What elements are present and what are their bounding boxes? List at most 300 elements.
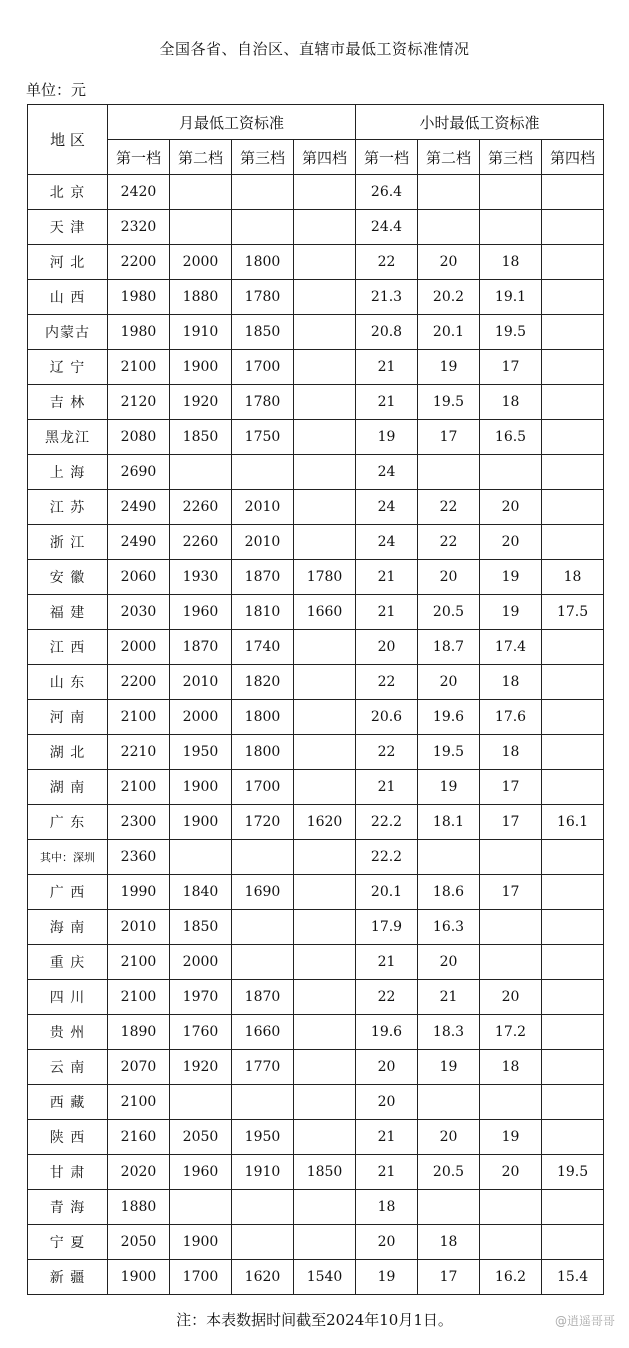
hourly-wage-cell: 18 bbox=[542, 560, 604, 595]
hourly-wage-cell: 20 bbox=[356, 1085, 418, 1120]
monthly-wage-cell: 1850 bbox=[232, 315, 294, 350]
region-cell: 海 南 bbox=[28, 910, 108, 945]
hourly-wage-cell: 17 bbox=[480, 875, 542, 910]
hourly-wage-cell: 21 bbox=[356, 350, 418, 385]
monthly-wage-cell: 1800 bbox=[232, 735, 294, 770]
monthly-wage-cell bbox=[294, 1190, 356, 1225]
monthly-wage-cell: 1740 bbox=[232, 630, 294, 665]
monthly-wage-cell: 2000 bbox=[170, 245, 232, 280]
watermark: @逍遥哥哥 bbox=[554, 1314, 615, 1328]
hourly-wage-cell: 24.4 bbox=[356, 210, 418, 245]
monthly-wage-cell: 2120 bbox=[108, 385, 170, 420]
monthly-wage-cell: 2050 bbox=[170, 1120, 232, 1155]
table-row bbox=[28, 385, 604, 420]
table-row bbox=[28, 700, 604, 735]
hourly-wage-cell: 18 bbox=[356, 1190, 418, 1225]
hourly-wage-cell: 24 bbox=[356, 525, 418, 560]
hourly-wage-cell bbox=[480, 210, 542, 245]
hourly-wage-cell: 18 bbox=[480, 665, 542, 700]
monthly-wage-cell: 1960 bbox=[170, 595, 232, 630]
monthly-wage-cell: 2000 bbox=[108, 630, 170, 665]
monthly-wage-cell bbox=[294, 525, 356, 560]
hourly-wage-cell bbox=[480, 175, 542, 210]
monthly-wage-cell: 1870 bbox=[232, 560, 294, 595]
hourly-wage-cell: 16.5 bbox=[480, 420, 542, 455]
table-row bbox=[28, 1225, 604, 1260]
monthly-wage-cell bbox=[232, 840, 294, 875]
hourly-wage-cell bbox=[542, 630, 604, 665]
hourly-wage-cell: 19.1 bbox=[480, 280, 542, 315]
region-cell: 云 南 bbox=[28, 1050, 108, 1085]
region-cell: 江 苏 bbox=[28, 490, 108, 525]
hourly-wage-cell: 16.2 bbox=[480, 1260, 542, 1295]
hourly-wage-cell: 20.1 bbox=[418, 315, 480, 350]
monthly-wage-cell: 1810 bbox=[232, 595, 294, 630]
hourly-wage-cell: 20 bbox=[418, 1120, 480, 1155]
monthly-wage-cell bbox=[294, 980, 356, 1015]
hourly-wage-cell: 20.8 bbox=[356, 315, 418, 350]
monthly-wage-cell bbox=[170, 455, 232, 490]
region-cell: 广 西 bbox=[28, 875, 108, 910]
monthly-wage-cell: 2010 bbox=[170, 665, 232, 700]
monthly-wage-cell bbox=[232, 210, 294, 245]
monthly-wage-cell: 2100 bbox=[108, 700, 170, 735]
table-row bbox=[28, 1155, 604, 1190]
hourly-wage-cell: 18.1 bbox=[418, 805, 480, 840]
hourly-wage-cell: 15.4 bbox=[542, 1260, 604, 1295]
region-cell: 上 海 bbox=[28, 455, 108, 490]
hourly-wage-cell: 21 bbox=[356, 1155, 418, 1190]
header-monthly: 月最低工资标准 bbox=[108, 105, 356, 140]
hourly-wage-cell bbox=[480, 1190, 542, 1225]
table-row bbox=[28, 490, 604, 525]
hourly-wage-cell bbox=[480, 910, 542, 945]
hourly-wage-cell: 19.5 bbox=[542, 1155, 604, 1190]
header-monthly-tier: 第四档 bbox=[294, 140, 356, 175]
table-row bbox=[28, 315, 604, 350]
hourly-wage-cell: 17 bbox=[480, 770, 542, 805]
monthly-wage-cell: 1900 bbox=[170, 1225, 232, 1260]
monthly-wage-cell: 1780 bbox=[232, 385, 294, 420]
region-cell: 宁 夏 bbox=[28, 1225, 108, 1260]
hourly-wage-cell: 19 bbox=[480, 1120, 542, 1155]
monthly-wage-cell bbox=[170, 840, 232, 875]
hourly-wage-cell bbox=[542, 910, 604, 945]
region-cell: 西 藏 bbox=[28, 1085, 108, 1120]
hourly-wage-cell bbox=[542, 1225, 604, 1260]
hourly-wage-cell: 19.5 bbox=[480, 315, 542, 350]
monthly-wage-cell: 1620 bbox=[294, 805, 356, 840]
table-row bbox=[28, 455, 604, 490]
hourly-wage-cell bbox=[542, 315, 604, 350]
table-row bbox=[28, 665, 604, 700]
table-row bbox=[28, 980, 604, 1015]
monthly-wage-cell: 2100 bbox=[108, 1085, 170, 1120]
hourly-wage-cell bbox=[542, 455, 604, 490]
monthly-wage-cell: 2060 bbox=[108, 560, 170, 595]
hourly-wage-cell: 18 bbox=[480, 385, 542, 420]
monthly-wage-cell: 2690 bbox=[108, 455, 170, 490]
table-row bbox=[28, 1120, 604, 1155]
table-row bbox=[28, 770, 604, 805]
table-row bbox=[28, 630, 604, 665]
monthly-wage-cell: 1750 bbox=[232, 420, 294, 455]
monthly-wage-cell: 2420 bbox=[108, 175, 170, 210]
header-hourly: 小时最低工资标准 bbox=[356, 105, 604, 140]
monthly-wage-cell: 1980 bbox=[108, 315, 170, 350]
region-cell: 吉 林 bbox=[28, 385, 108, 420]
hourly-wage-cell bbox=[542, 420, 604, 455]
monthly-wage-cell: 2070 bbox=[108, 1050, 170, 1085]
hourly-wage-cell: 20 bbox=[418, 245, 480, 280]
monthly-wage-cell bbox=[232, 1190, 294, 1225]
hourly-wage-cell bbox=[542, 210, 604, 245]
table-row bbox=[28, 210, 604, 245]
table-row bbox=[28, 840, 604, 875]
hourly-wage-cell: 20 bbox=[356, 1050, 418, 1085]
table-row bbox=[28, 1260, 604, 1295]
monthly-wage-cell: 2100 bbox=[108, 945, 170, 980]
monthly-wage-cell: 2100 bbox=[108, 350, 170, 385]
region-cell: 黑龙江 bbox=[28, 420, 108, 455]
table-row bbox=[28, 350, 604, 385]
monthly-wage-cell bbox=[294, 455, 356, 490]
table-row bbox=[28, 875, 604, 910]
region-cell: 内蒙古 bbox=[28, 315, 108, 350]
hourly-wage-cell: 16.3 bbox=[418, 910, 480, 945]
monthly-wage-cell bbox=[294, 910, 356, 945]
monthly-wage-cell: 1880 bbox=[108, 1190, 170, 1225]
hourly-wage-cell: 21 bbox=[356, 595, 418, 630]
hourly-wage-cell bbox=[542, 735, 604, 770]
hourly-wage-cell: 17 bbox=[418, 1260, 480, 1295]
monthly-wage-cell: 2160 bbox=[108, 1120, 170, 1155]
hourly-wage-cell: 20.2 bbox=[418, 280, 480, 315]
monthly-wage-cell: 2300 bbox=[108, 805, 170, 840]
hourly-wage-cell: 17 bbox=[480, 805, 542, 840]
region-cell: 其中：深圳 bbox=[28, 840, 108, 875]
monthly-wage-cell: 1700 bbox=[232, 350, 294, 385]
hourly-wage-cell: 18 bbox=[418, 1225, 480, 1260]
hourly-wage-cell: 20 bbox=[480, 980, 542, 1015]
hourly-wage-cell bbox=[418, 840, 480, 875]
hourly-wage-cell bbox=[480, 1225, 542, 1260]
hourly-wage-cell bbox=[418, 1085, 480, 1120]
hourly-wage-cell: 18 bbox=[480, 245, 542, 280]
hourly-wage-cell: 24 bbox=[356, 455, 418, 490]
region-cell: 贵 州 bbox=[28, 1015, 108, 1050]
hourly-wage-cell: 21.3 bbox=[356, 280, 418, 315]
monthly-wage-cell: 1910 bbox=[232, 1155, 294, 1190]
monthly-wage-cell: 1920 bbox=[170, 1050, 232, 1085]
region-cell: 山 东 bbox=[28, 665, 108, 700]
hourly-wage-cell bbox=[480, 840, 542, 875]
hourly-wage-cell: 19.5 bbox=[418, 735, 480, 770]
monthly-wage-cell: 1660 bbox=[232, 1015, 294, 1050]
monthly-wage-cell bbox=[294, 280, 356, 315]
monthly-wage-cell bbox=[294, 770, 356, 805]
region-cell: 重 庆 bbox=[28, 945, 108, 980]
hourly-wage-cell bbox=[542, 175, 604, 210]
table-row bbox=[28, 280, 604, 315]
monthly-wage-cell bbox=[294, 1120, 356, 1155]
hourly-wage-cell: 16.1 bbox=[542, 805, 604, 840]
hourly-wage-cell: 22.2 bbox=[356, 840, 418, 875]
hourly-wage-cell: 19 bbox=[480, 595, 542, 630]
monthly-wage-cell: 1900 bbox=[170, 805, 232, 840]
header-monthly-tier: 第二档 bbox=[170, 140, 232, 175]
monthly-wage-cell: 1850 bbox=[294, 1155, 356, 1190]
hourly-wage-cell: 19.6 bbox=[356, 1015, 418, 1050]
monthly-wage-cell: 2360 bbox=[108, 840, 170, 875]
region-cell: 安 徽 bbox=[28, 560, 108, 595]
monthly-wage-cell: 2210 bbox=[108, 735, 170, 770]
monthly-wage-cell: 2320 bbox=[108, 210, 170, 245]
monthly-wage-cell: 2100 bbox=[108, 980, 170, 1015]
hourly-wage-cell bbox=[542, 700, 604, 735]
region-cell: 甘 肃 bbox=[28, 1155, 108, 1190]
hourly-wage-cell: 21 bbox=[356, 770, 418, 805]
monthly-wage-cell bbox=[232, 175, 294, 210]
monthly-wage-cell: 2000 bbox=[170, 700, 232, 735]
hourly-wage-cell: 17 bbox=[418, 420, 480, 455]
region-cell: 山 西 bbox=[28, 280, 108, 315]
hourly-wage-cell: 20.6 bbox=[356, 700, 418, 735]
hourly-wage-cell bbox=[542, 980, 604, 1015]
monthly-wage-cell: 1950 bbox=[232, 1120, 294, 1155]
monthly-wage-cell: 1780 bbox=[294, 560, 356, 595]
region-cell: 河 南 bbox=[28, 700, 108, 735]
region-cell: 北 京 bbox=[28, 175, 108, 210]
table-row bbox=[28, 245, 604, 280]
hourly-wage-cell: 20 bbox=[480, 490, 542, 525]
hourly-wage-cell: 20.5 bbox=[418, 1155, 480, 1190]
hourly-wage-cell: 21 bbox=[356, 945, 418, 980]
monthly-wage-cell bbox=[294, 945, 356, 980]
hourly-wage-cell: 18.6 bbox=[418, 875, 480, 910]
hourly-wage-cell bbox=[542, 770, 604, 805]
hourly-wage-cell bbox=[542, 245, 604, 280]
hourly-wage-cell: 18.7 bbox=[418, 630, 480, 665]
region-cell: 新 疆 bbox=[28, 1260, 108, 1295]
header-hourly-tier: 第三档 bbox=[480, 140, 542, 175]
region-cell: 辽 宁 bbox=[28, 350, 108, 385]
hourly-wage-cell bbox=[542, 385, 604, 420]
monthly-wage-cell bbox=[294, 735, 356, 770]
monthly-wage-cell: 2200 bbox=[108, 245, 170, 280]
monthly-wage-cell: 2260 bbox=[170, 525, 232, 560]
monthly-wage-cell: 1850 bbox=[170, 910, 232, 945]
table-row bbox=[28, 420, 604, 455]
region-cell: 湖 北 bbox=[28, 735, 108, 770]
table-row bbox=[28, 595, 604, 630]
unit-label: 单位：元 bbox=[26, 81, 87, 99]
table-row bbox=[28, 560, 604, 595]
page-title: 全国各省、自治区、直辖市最低工资标准情况 bbox=[159, 40, 470, 58]
monthly-wage-cell: 1900 bbox=[170, 770, 232, 805]
hourly-wage-cell bbox=[480, 455, 542, 490]
region-cell: 陕 西 bbox=[28, 1120, 108, 1155]
table-row bbox=[28, 175, 604, 210]
header-hourly-tier: 第四档 bbox=[542, 140, 604, 175]
monthly-wage-cell: 1850 bbox=[170, 420, 232, 455]
monthly-wage-cell bbox=[232, 1225, 294, 1260]
hourly-wage-cell: 22 bbox=[418, 490, 480, 525]
hourly-wage-cell: 20 bbox=[418, 945, 480, 980]
hourly-wage-cell: 18.3 bbox=[418, 1015, 480, 1050]
hourly-wage-cell bbox=[542, 945, 604, 980]
monthly-wage-cell bbox=[232, 455, 294, 490]
monthly-wage-cell: 2490 bbox=[108, 525, 170, 560]
monthly-wage-cell: 1620 bbox=[232, 1260, 294, 1295]
hourly-wage-cell bbox=[542, 1085, 604, 1120]
monthly-wage-cell: 1770 bbox=[232, 1050, 294, 1085]
hourly-wage-cell: 17.6 bbox=[480, 700, 542, 735]
monthly-wage-cell: 2010 bbox=[108, 910, 170, 945]
monthly-wage-cell: 2200 bbox=[108, 665, 170, 700]
hourly-wage-cell: 17 bbox=[480, 350, 542, 385]
table-body bbox=[28, 175, 604, 1295]
hourly-wage-cell bbox=[480, 1085, 542, 1120]
monthly-wage-cell: 1720 bbox=[232, 805, 294, 840]
monthly-wage-cell bbox=[294, 350, 356, 385]
hourly-wage-cell bbox=[542, 280, 604, 315]
hourly-wage-cell: 17.4 bbox=[480, 630, 542, 665]
hourly-wage-cell: 24 bbox=[356, 490, 418, 525]
monthly-wage-cell bbox=[170, 175, 232, 210]
monthly-wage-cell: 1700 bbox=[170, 1260, 232, 1295]
monthly-wage-cell: 1920 bbox=[170, 385, 232, 420]
hourly-wage-cell: 19 bbox=[418, 350, 480, 385]
monthly-wage-cell bbox=[294, 1085, 356, 1120]
monthly-wage-cell: 1950 bbox=[170, 735, 232, 770]
hourly-wage-cell bbox=[542, 525, 604, 560]
table-row bbox=[28, 945, 604, 980]
hourly-wage-cell: 18 bbox=[480, 1050, 542, 1085]
monthly-wage-cell: 1660 bbox=[294, 595, 356, 630]
hourly-wage-cell: 20 bbox=[356, 1225, 418, 1260]
monthly-wage-cell bbox=[232, 910, 294, 945]
hourly-wage-cell: 21 bbox=[356, 560, 418, 595]
monthly-wage-cell bbox=[294, 665, 356, 700]
hourly-wage-cell bbox=[542, 875, 604, 910]
table-row bbox=[28, 1085, 604, 1120]
monthly-wage-cell: 1890 bbox=[108, 1015, 170, 1050]
monthly-wage-cell: 1900 bbox=[170, 350, 232, 385]
monthly-wage-cell: 1840 bbox=[170, 875, 232, 910]
hourly-wage-cell bbox=[418, 175, 480, 210]
monthly-wage-cell: 2020 bbox=[108, 1155, 170, 1190]
monthly-wage-cell bbox=[294, 245, 356, 280]
monthly-wage-cell: 1800 bbox=[232, 245, 294, 280]
monthly-wage-cell bbox=[294, 490, 356, 525]
region-cell: 广 东 bbox=[28, 805, 108, 840]
hourly-wage-cell: 20.1 bbox=[356, 875, 418, 910]
monthly-wage-cell: 1910 bbox=[170, 315, 232, 350]
hourly-wage-cell: 18 bbox=[480, 735, 542, 770]
monthly-wage-cell: 2260 bbox=[170, 490, 232, 525]
monthly-wage-cell: 1700 bbox=[232, 770, 294, 805]
hourly-wage-cell bbox=[418, 455, 480, 490]
monthly-wage-cell: 1540 bbox=[294, 1260, 356, 1295]
hourly-wage-cell: 20 bbox=[356, 630, 418, 665]
region-cell: 天 津 bbox=[28, 210, 108, 245]
monthly-wage-cell: 2490 bbox=[108, 490, 170, 525]
hourly-wage-cell bbox=[542, 490, 604, 525]
monthly-wage-cell: 2030 bbox=[108, 595, 170, 630]
header-hourly-tier: 第二档 bbox=[418, 140, 480, 175]
hourly-wage-cell bbox=[542, 840, 604, 875]
region-cell: 江 西 bbox=[28, 630, 108, 665]
hourly-wage-cell bbox=[542, 1015, 604, 1050]
hourly-wage-cell: 21 bbox=[356, 1120, 418, 1155]
region-cell: 四 川 bbox=[28, 980, 108, 1015]
hourly-wage-cell: 22.2 bbox=[356, 805, 418, 840]
monthly-wage-cell bbox=[232, 1085, 294, 1120]
hourly-wage-cell: 20 bbox=[480, 1155, 542, 1190]
hourly-wage-cell: 22 bbox=[356, 980, 418, 1015]
monthly-wage-cell: 2010 bbox=[232, 490, 294, 525]
monthly-wage-cell: 1880 bbox=[170, 280, 232, 315]
region-cell: 湖 南 bbox=[28, 770, 108, 805]
monthly-wage-cell: 2050 bbox=[108, 1225, 170, 1260]
monthly-wage-cell: 1820 bbox=[232, 665, 294, 700]
table-row bbox=[28, 525, 604, 560]
monthly-wage-cell: 1970 bbox=[170, 980, 232, 1015]
monthly-wage-cell: 1870 bbox=[232, 980, 294, 1015]
monthly-wage-cell bbox=[170, 1085, 232, 1120]
monthly-wage-cell: 1760 bbox=[170, 1015, 232, 1050]
hourly-wage-cell bbox=[542, 350, 604, 385]
hourly-wage-cell: 26.4 bbox=[356, 175, 418, 210]
monthly-wage-cell: 1870 bbox=[170, 630, 232, 665]
hourly-wage-cell bbox=[542, 1050, 604, 1085]
monthly-wage-cell bbox=[294, 210, 356, 245]
table-row bbox=[28, 1015, 604, 1050]
min-wage-table bbox=[27, 104, 604, 1295]
header-monthly-tier: 第一档 bbox=[108, 140, 170, 175]
region-cell: 河 北 bbox=[28, 245, 108, 280]
hourly-wage-cell: 21 bbox=[356, 385, 418, 420]
monthly-wage-cell bbox=[294, 1015, 356, 1050]
region-cell: 青 海 bbox=[28, 1190, 108, 1225]
hourly-wage-cell: 20 bbox=[418, 665, 480, 700]
monthly-wage-cell bbox=[170, 210, 232, 245]
monthly-wage-cell: 1960 bbox=[170, 1155, 232, 1190]
monthly-wage-cell bbox=[294, 840, 356, 875]
monthly-wage-cell bbox=[294, 630, 356, 665]
monthly-wage-cell: 2010 bbox=[232, 525, 294, 560]
monthly-wage-cell bbox=[294, 1225, 356, 1260]
monthly-wage-cell bbox=[294, 700, 356, 735]
table-row bbox=[28, 1050, 604, 1085]
monthly-wage-cell: 2000 bbox=[170, 945, 232, 980]
header-region: 地 区 bbox=[28, 105, 108, 175]
monthly-wage-cell: 1990 bbox=[108, 875, 170, 910]
monthly-wage-cell: 1800 bbox=[232, 700, 294, 735]
hourly-wage-cell: 17.9 bbox=[356, 910, 418, 945]
hourly-wage-cell: 20 bbox=[418, 560, 480, 595]
header-hourly-tier: 第一档 bbox=[356, 140, 418, 175]
footnote: 注：本表数据时间截至2024年10月1日。 bbox=[176, 1311, 453, 1329]
hourly-wage-cell: 17.2 bbox=[480, 1015, 542, 1050]
region-cell: 浙 江 bbox=[28, 525, 108, 560]
hourly-wage-cell: 19 bbox=[356, 1260, 418, 1295]
monthly-wage-cell bbox=[170, 1190, 232, 1225]
table-row bbox=[28, 910, 604, 945]
hourly-wage-cell bbox=[542, 1190, 604, 1225]
table-row bbox=[28, 1190, 604, 1225]
